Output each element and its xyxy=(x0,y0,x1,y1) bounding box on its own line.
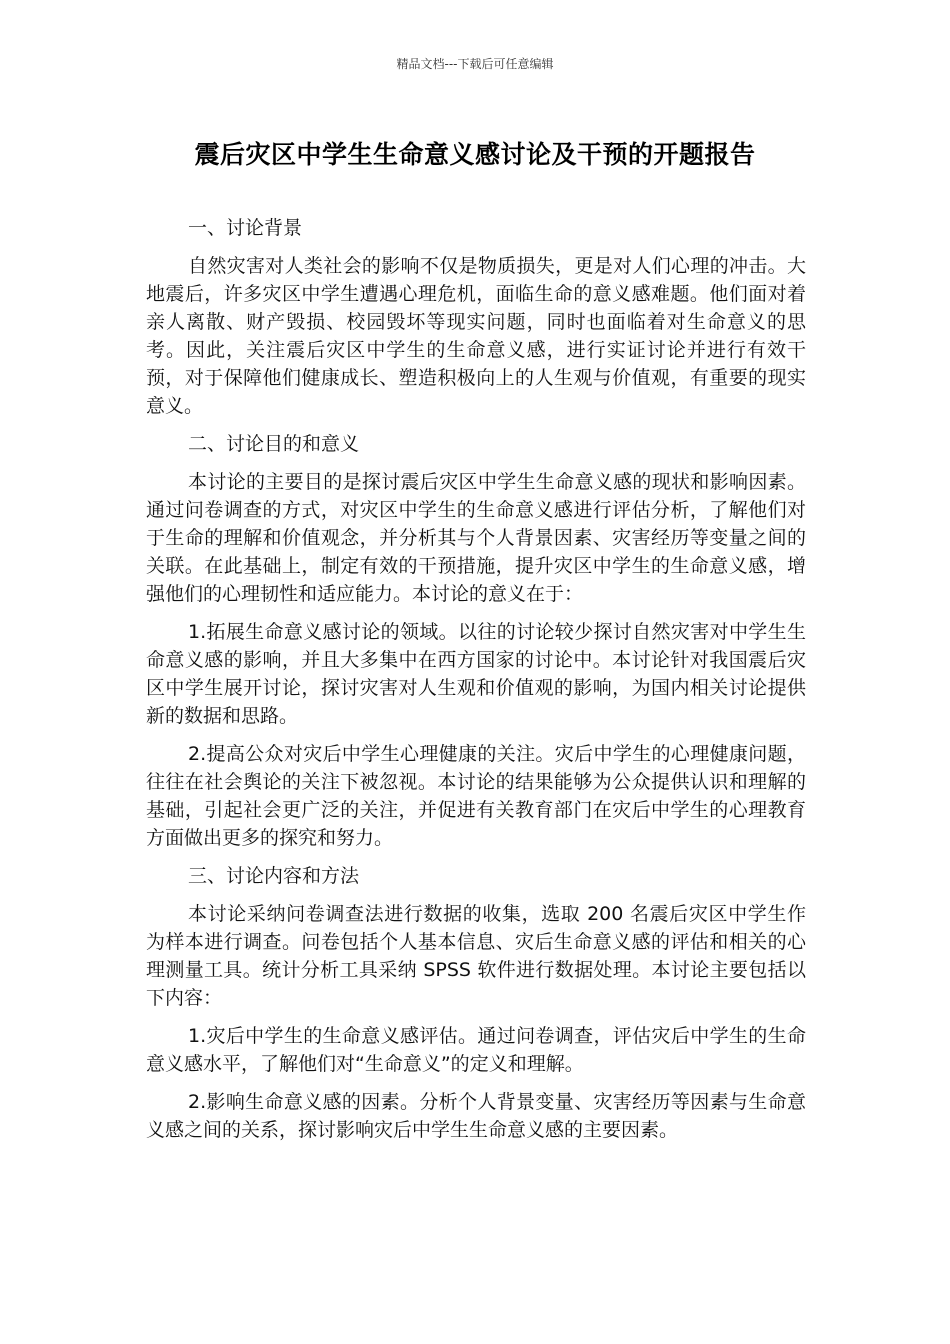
section-background xyxy=(146,214,806,420)
section-content-method xyxy=(146,862,806,1144)
paragraph: 2.影响生命意义感的因素。分析个人背景变量、灾害经历等因素与生命意义感之间的关系，探讨影响灾后中学生生命意义感的主要因素。 xyxy=(146,1091,806,1141)
section-purpose xyxy=(146,430,806,852)
paragraph: 自然灾害对人类社会的影响不仅是物质损失，更是对人们心理的冲击。大地震后，许多灾区中学生遭遇心理危机，面临生命的意义感难题。他们面对着亲人离散、财产毁损、校园毁坏等现实问题，同时也面临着对生命意义的思考。因此，关注震后灾区中学生的生命意义感，进行实证讨论并进行有效干预，对于保障他们健康成长、塑造积极向上的人生观与价值观，有重要的现实意义。 xyxy=(146,255,806,417)
document-body xyxy=(146,214,806,1154)
paragraph: 1.拓展生命意义感讨论的领域。以往的讨论较少探讨自然灾害对中学生生命意义感的影响，并且大多集中在西方国家的讨论中。本讨论针对我国震后灾区中学生展开讨论，探讨灾害对人生观和价值观的影响，为国内相关讨论提供新的数据和思路。 xyxy=(146,621,806,727)
paragraph: 本讨论采纳问卷调查法进行数据的收集，选取 200 名震后灾区中学生作为样本进行调查。问卷包括个人基本信息、灾后生命意义感的评估和相关的心理测量工具。统计分析工具采纳 SPSS 软件进行数据处理。本讨论主要包括以下内容： xyxy=(146,903,806,1009)
section-heading: 二、讨论目的和意义 xyxy=(188,433,360,455)
document-title: 震后灾区中学生生命意义感讨论及干预的开题报告 xyxy=(194,140,756,169)
paragraph: 2.提高公众对灾后中学生心理健康的关注。灾后中学生的心理健康问题，往往在社会舆论的关注下被忽视。本讨论的结果能够为公众提供认识和理解的基础，引起社会更广泛的关注，并促进有关教育部门在灾后中学生的心理教育方面做出更多的探究和努力。 xyxy=(146,743,806,849)
page-header: 精品文档---下载后可任意编辑 xyxy=(396,57,554,71)
paragraph: 本讨论的主要目的是探讨震后灾区中学生生命意义感的现状和影响因素。通过问卷调查的方式，对灾区中学生的生命意义感进行评估分析，了解他们对于生命的理解和价值观念，并分析其与个人背景因素、灾害经历等变量之间的关联。在此基础上，制定有效的干预措施，提升灾区中学生的生命意义感，增强他们的心理韧性和适应能力。本讨论的意义在于： xyxy=(146,471,806,605)
section-heading: 一、讨论背景 xyxy=(188,217,303,239)
section-heading: 三、讨论内容和方法 xyxy=(188,865,360,887)
paragraph: 1.灾后中学生的生命意义感评估。通过问卷调查，评估灾后中学生的生命意义感水平，了解他们对“生命意义”的定义和理解。 xyxy=(146,1025,806,1075)
